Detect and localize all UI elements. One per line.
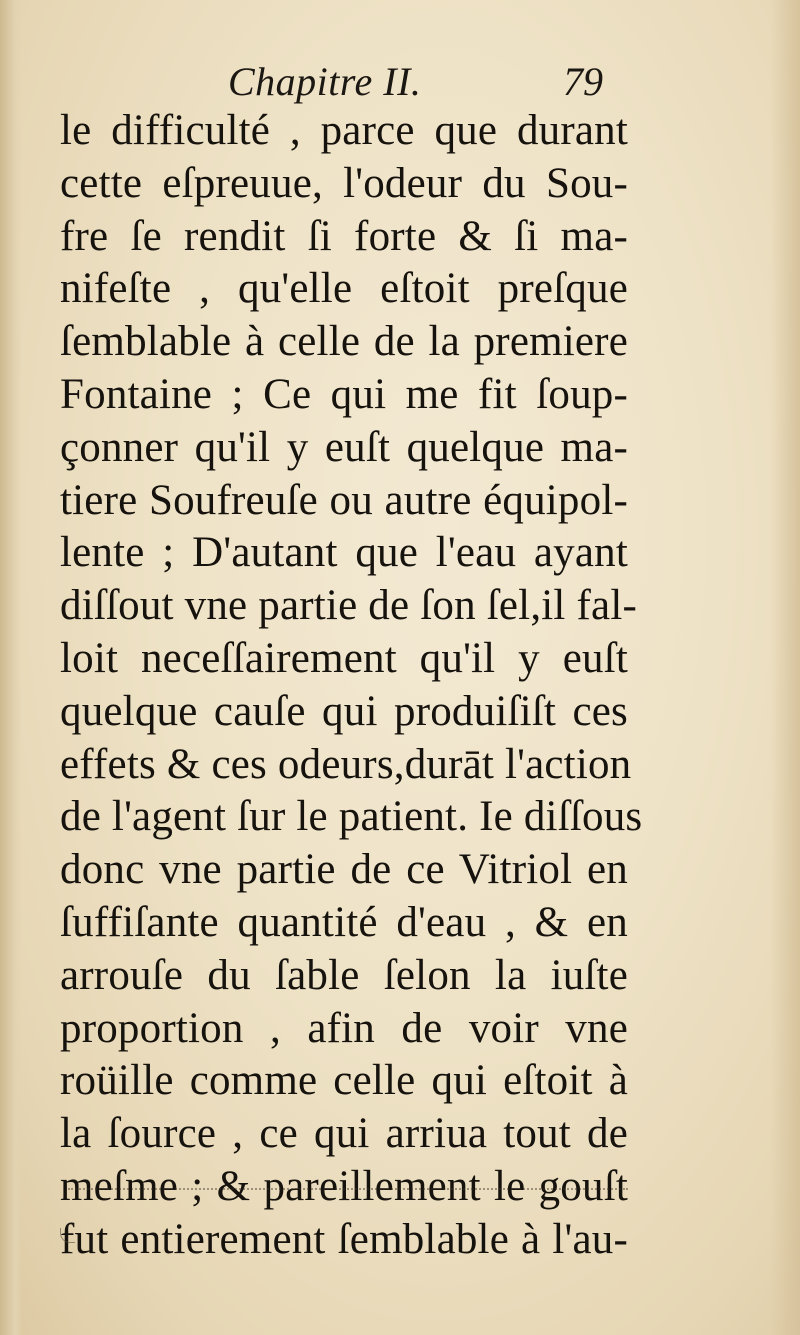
- text-line: de l'agent ſur le patient. Ie diſſous: [60, 793, 643, 841]
- text-line: cette eſpreuue, l'odeur du Sou-: [60, 159, 628, 207]
- page-header: [0, 58, 800, 108]
- text-line: proportion , afin de voir vne: [60, 1004, 628, 1052]
- text-line: tiere Soufreuſe ou autre équipol-: [60, 476, 628, 524]
- text-line: donc vne partie de ce Vitriol en: [60, 846, 628, 894]
- text-line: arrouſe du ſable ſelon la iuſte: [60, 951, 628, 999]
- running-head: Chapitre II.: [228, 59, 422, 104]
- text-line: fut entierement ſemblable à l'au-: [60, 1215, 628, 1263]
- text-line: loit neceſſairement qu'il y euſt: [60, 634, 628, 682]
- bottom-rule: [68, 1188, 628, 1190]
- text-line: ſemblable à celle de la premiere: [60, 318, 628, 366]
- page-gutter-shadow: [0, 0, 22, 1335]
- page-number: 79: [563, 59, 603, 104]
- text-line: fre ſe rendit ſi forte & ſi ma-: [60, 212, 628, 260]
- text-line: Fontaine ; Ce qui me fit ſoup-: [60, 370, 628, 418]
- text-line: effets & ces odeurs,durāt l'action: [60, 740, 632, 788]
- text-line: meſme ; & pareillement le gouſt: [60, 1162, 628, 1210]
- text-line: quelque cauſe qui produiſiſt ces: [60, 687, 628, 735]
- text-line: roüille comme celle qui eſtoit à: [60, 1057, 628, 1105]
- text-line: la ſource , ce qui arriua tout de: [60, 1110, 628, 1158]
- text-line: ſuffiſante quantité d'eau , & en: [60, 898, 628, 946]
- text-line: le difficulté , parce que durant: [60, 107, 628, 154]
- page-edge-shadow: [770, 0, 800, 1335]
- body-text: [60, 105, 643, 1267]
- text-line: nifeſte , qu'elle eſtoit preſque: [60, 265, 628, 313]
- text-line: çonner qu'il y euſt quelque ma-: [60, 423, 628, 471]
- text-line: diſſout vne partie de ſon ſel,il fal-: [60, 582, 637, 630]
- text-line: lente ; D'autant que l'eau ayant: [60, 529, 628, 577]
